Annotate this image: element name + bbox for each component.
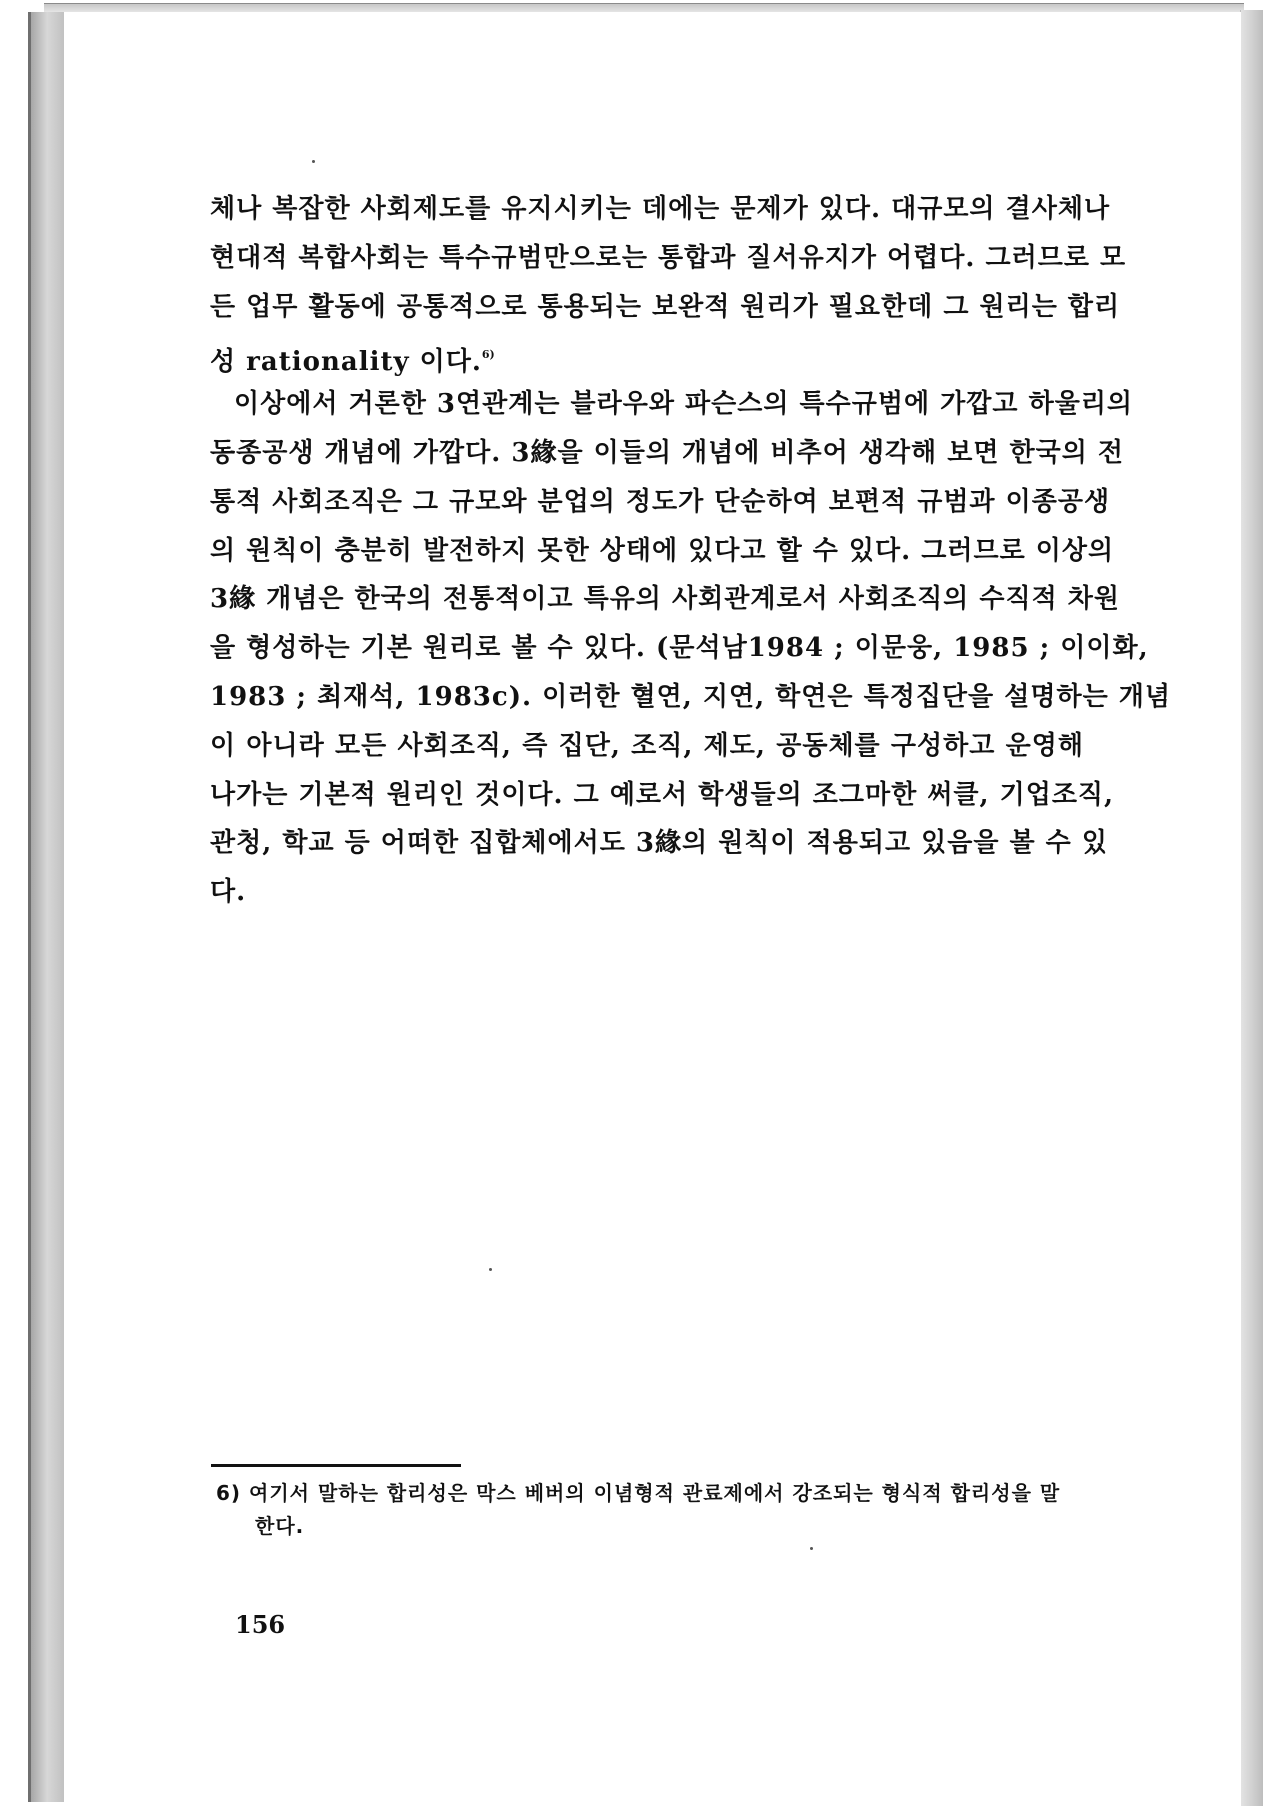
body-line: 1983 ; 최재석, 1983c). 이러한 혈연, 지연, 학연은 특정집단을 설명하는 개념 — [210, 681, 1171, 712]
body-text — [210, 185, 1171, 917]
footnote-line: 한다. — [255, 1514, 305, 1538]
body-line: 을 형성하는 기본 원리로 볼 수 있다. (문석남1984 ; 이문웅, 1985 ; 이이화, — [210, 633, 1149, 664]
footnote-divider — [211, 1464, 461, 1467]
book-spine — [28, 12, 68, 1802]
body-line-with-footnote — [210, 331, 1084, 380]
book-right-edge — [1240, 10, 1263, 1806]
body-line: 든 업무 활동에 공통적으로 통용되는 보완적 원리가 필요한데 그 원리는 합리 — [210, 291, 1121, 322]
scan-speck — [312, 160, 315, 163]
page-number: 156 — [235, 1610, 286, 1639]
body-line: 현대적 복합사회는 특수규범만으로는 통합과 질서유지가 어렵다. 그러므로 모 — [210, 242, 1127, 273]
scan-speck — [810, 1547, 813, 1550]
body-line: 통적 사회조직은 그 규모와 분업의 정도가 단순하여 보편적 규범과 이종공생 — [210, 486, 1111, 517]
body-line: 체나 복잡한 사회제도를 유지시키는 데에는 문제가 있다. 대규모의 결사체나 — [210, 194, 1111, 224]
body-line: 의 원칙이 충분히 발전하지 못한 상태에 있다고 할 수 있다. 그러므로 이상의 — [210, 535, 1115, 566]
body-line: 3緣 개념은 한국의 전통적이고 특유의 사회관계로서 사회조직의 수직적 차원 — [210, 584, 1120, 615]
footnote-line: 6) 여기서 말하는 합리성은 막스 베버의 이념형적 관료제에서 강조되는 형식적 합리성을 말 — [216, 1481, 1061, 1505]
body-line: 나가는 기본적 원리인 것이다. 그 예로서 학생들의 조그마한 써클, 기업조직, — [210, 779, 1115, 810]
body-line: 동종공생 개념에 가깝다. 3緣을 이들의 개념에 비추어 생각해 보면 한국의 전 — [210, 437, 1125, 468]
body-line: 다. — [210, 877, 247, 908]
footnote-reference: 6) — [481, 348, 495, 362]
body-line: 성 rationality 이다. — [210, 347, 482, 378]
body-line: 이 아니라 모든 사회조직, 즉 집단, 조직, 제도, 공동체를 구성하고 운영해 — [210, 730, 1084, 761]
body-line: 관청, 학교 등 어떠한 집합체에서도 3緣의 원칙이 적용되고 있음을 볼 수 있 — [210, 828, 1108, 859]
scan-speck — [489, 1268, 492, 1271]
footnote — [216, 1477, 1096, 1543]
paragraph-first-line: 이상에서 거론한 3연관계는 블라우와 파슨스의 특수규범에 가깝고 하울리의 — [234, 389, 1134, 420]
